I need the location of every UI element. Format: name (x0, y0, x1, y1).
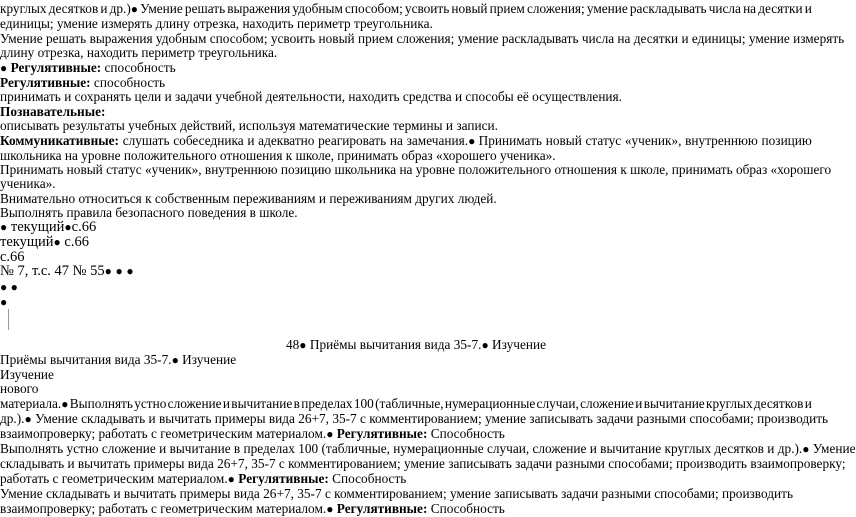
p2-line1: Умение решать выражения удобным способом; усвоить новый прием сложения; умение раскладывать числа на десятки и единицы; умение измерять (0, 31, 845, 46)
new-word: нового (0, 381, 39, 396)
safety-line: Выполнять правила безопасного поведения в школе. (0, 205, 298, 220)
task-line: № 7, т.с. 47 № 55● ● ● (0, 263, 134, 279)
bullet-icon: ● (0, 61, 8, 75)
status-line2: ученика». (0, 176, 56, 191)
reg-line2: Регулятивные: способность (0, 75, 166, 90)
cog-text: описывать результаты учебных действий, используя математические термины и записи. (0, 118, 498, 133)
reg-line1: ● Регулятивные: способность (0, 60, 176, 75)
reg-text: принимать и сохранять цели и задачи учебной деятельности, находить средства и способы её осуществления. (0, 89, 622, 104)
status-line1: Принимать новый статус «ученик», внутреннюю позицию школьника на уровне положительного отношения к школе, принимать образ «хорошего (0, 162, 832, 177)
material-line2: др.).● Умение складывать и вычитать примеры вида 26+7, 35-7 с комментированием; умение записывать задачи разными способами; производить (0, 411, 829, 426)
oral-line3: работать с геометрическим материалом.● Регулятивные: Способность (0, 471, 407, 486)
page-ref: с.66 (0, 249, 25, 265)
current-line2: текущий● с.66 (0, 234, 89, 250)
current-line1: ● текущий●с.66 (0, 219, 97, 235)
skill-line2: взаимопроверку; работать с геометрическим материалом.● Регулятивные: Способность (0, 501, 505, 516)
bullet-icon: ● (0, 220, 8, 234)
oral-line1: Выполнять устно сложение и вычитание в пределах 100 (табличные, нумерационные случаи, сложение и вычитание круглых десятков и др.).● Умение (0, 441, 856, 456)
skill-line1: Умение складывать и вычитать примеры вида 26+7, 35-7 с комментированием; умение записывать задачи разными способами; производить (0, 486, 794, 501)
study-word: Изучение (0, 367, 54, 382)
vertical-rule (8, 309, 9, 330)
material-line3: взаимопроверку; работать с геометрическим материалом.● Регулятивные: Способность (0, 426, 505, 441)
lesson-repeat-title: Приёмы вычитания вида 35-7.● Изучение (0, 352, 237, 367)
oral-line2: складывать и вычитать примеры вида 26+7, 35-7 с комментированием; умение записывать задачи разными способами; производить взаимопроверку; (0, 456, 846, 471)
bullets-pair: ● ● (0, 280, 18, 294)
attitude-line: Внимательно относиться к собственным переживаниям и переживаниям других людей. (0, 191, 497, 206)
p1-line1: круглых десятков и др.)● Умение решать выражения удобным способом; усвоить новый прием сложения; умение раскладывать числа на десятки и (0, 1, 812, 16)
p2-line2: длину отрезка, находить периметр треугольника. (0, 45, 278, 60)
material-line1: материала.● Выполнять устно сложение и вычитание в пределах 100 (табличные, нумерационные случаи, сложение и вычитание круглых десятков и (0, 396, 812, 411)
comm-line2: школьника на уровне положительного отношения к школе, принимать образ «хорошего ученика». (0, 148, 556, 163)
lesson-heading: 48● Приёмы вычитания вида 35-7.● Изучение (286, 337, 546, 352)
cog-label: Познавательные: (0, 104, 106, 119)
bullet-single: ● (0, 295, 8, 309)
p1-line2: единицы; умение измерять длину отрезка, находить периметр треугольника. (0, 16, 433, 31)
comm-line1: Коммуникативные: слушать собеседника и адекватно реагировать на замечания.● Принимать новый статус «ученик», внутреннюю позицию (0, 133, 812, 148)
